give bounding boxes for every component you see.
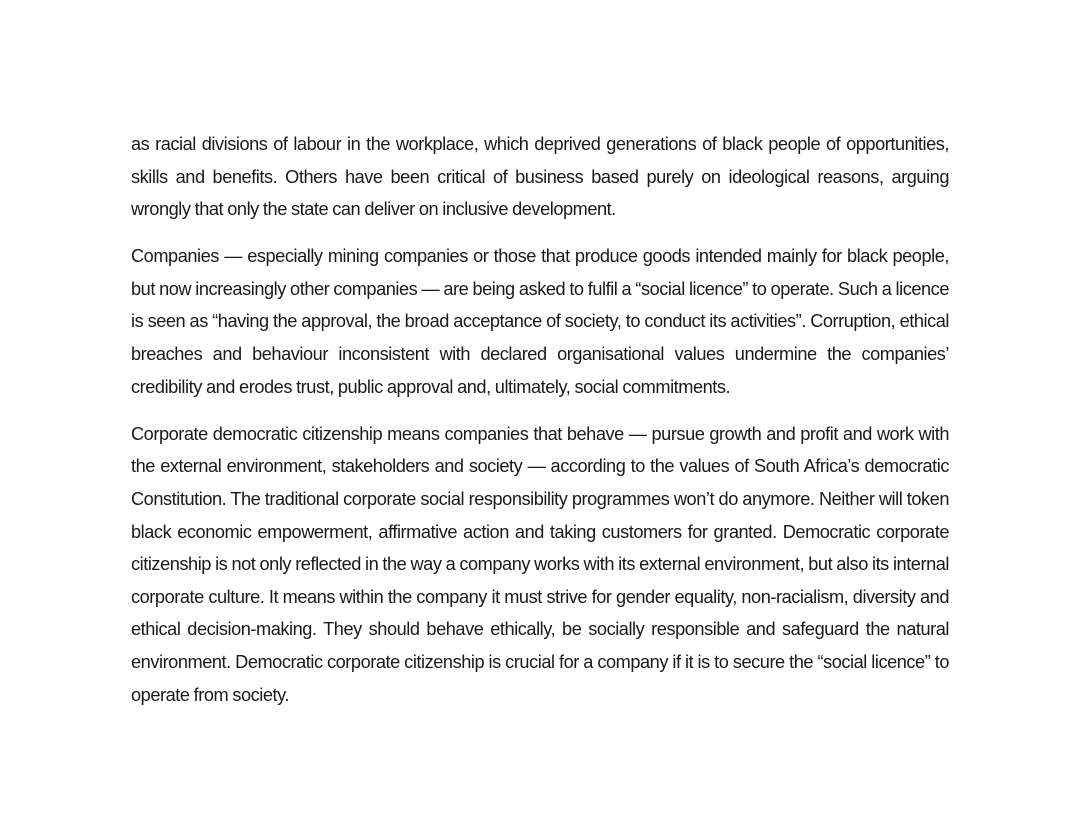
paragraph-labour-divisions: as racial divisions of labour in the workplace, which deprived generations of black people of opportunities, skills and benefits. Others have been critical of business based purely on ideological reasons, arguing wrongly that only the state can deliver on inclusive development. — [131, 134, 949, 220]
page-bottom-fade — [0, 738, 1080, 823]
document-body — [131, 128, 949, 726]
paragraph-social-licence: Companies — especially mining companies or those that produce goods intended mainly for black people, but now increasingly other companies — are being asked to fulfil a “social licence” to operate. Such a licence is seen as “having the approval, the broad acceptance of society, to conduct its activities”. Corruption, ethical breaches and behaviour inconsistent with declared organisational values undermine the companies’ credibility and erodes trust, public approval and, ultimately, social commitments. — [131, 246, 949, 397]
paragraph-corporate-citizenship: Corporate democratic citizenship means companies that behave — pursue growth and profit and work with the external environment, stakeholders and society — according to the values of South Africa’s democratic Constitution. The traditional corporate social responsibility programmes won’t do anymore. Neither will token black economic empowerment, affirmative action and taking customers for granted. Democratic corporate citizenship is not only reflected in the way a company works with its external environment, but also its internal corporate culture. It means within the company it must strive for gender equality, non-racialism, diversity and ethical decision-making. They should behave ethically, be socially responsible and safeguard the natural environment. Democratic corporate citizenship is crucial for a company if it is to secure the “social licence” to operate from society. — [131, 423, 949, 705]
